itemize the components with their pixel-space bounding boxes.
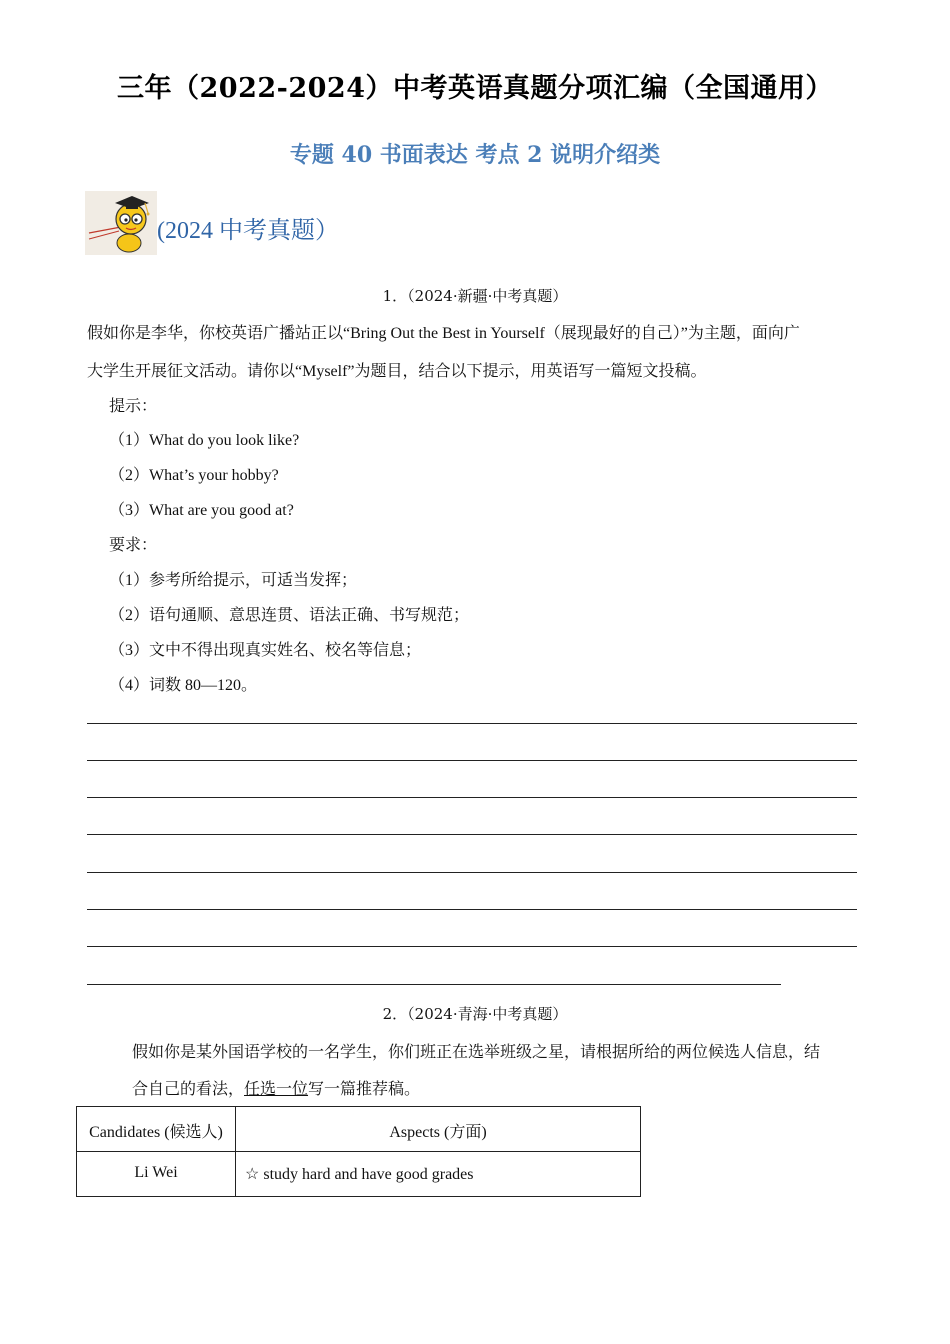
question-2-title: 2．（2024·青海·中考真题） (382, 1005, 568, 1023)
emphasis-text: 任选一位 (244, 1081, 309, 1098)
hint-item: （2）What’s your hobby? (109, 467, 279, 484)
question-1-title: 1．（2024·新疆·中考真题） (382, 287, 568, 305)
requirement-item: （1）参考所给提示，可适当发挥； (109, 572, 358, 589)
topic-subtitle: 专题 40 书面表达 考点 2 说明介绍类 (289, 142, 661, 168)
table-row (77, 1152, 641, 1197)
requirement-item: （4）词数 80—120。 (109, 677, 258, 694)
answer-line[interactable] (87, 797, 857, 798)
question-1-intro-line-1: 假如你是李华，你校英语广播站正以“Bring Out the Best in Yourself（展现最好的自己）”为主题，面向广 (87, 325, 800, 342)
graduate-mascot-icon (85, 191, 157, 255)
requirements-label: 要求： (109, 537, 158, 554)
candidate-aspect: ☆ study hard and have good grades (236, 1152, 641, 1197)
question-2-intro-line-2 (132, 1076, 420, 1099)
answer-line[interactable] (87, 984, 781, 985)
hint-item: （3）What are you good at? (109, 502, 294, 519)
answer-line[interactable] (87, 872, 857, 873)
candidate-name: Li Wei (77, 1152, 236, 1197)
answer-line[interactable] (87, 723, 857, 724)
answer-line[interactable] (87, 909, 857, 910)
column-header: Aspects (方面) (236, 1107, 641, 1152)
section-label: (2024 中考真题） (157, 217, 339, 244)
answer-line[interactable] (87, 760, 857, 761)
page-title: 三年（2022-2024）中考英语真题分项汇编（全国通用） (117, 73, 833, 104)
candidates-table (76, 1106, 641, 1197)
requirement-item: （2）语句通顺、意思连贯、语法正确、书写规范； (109, 607, 470, 624)
requirement-item: （3）文中不得出现真实姓名、校名等信息； (109, 642, 422, 659)
question-1-intro-line-2: 大学生开展征文活动。请你以“Myself”为题目，结合以下提示，用英语写一篇短文投稿。 (87, 363, 707, 380)
table-header-row (77, 1107, 641, 1152)
intro-text: 合自己的看法， (132, 1081, 245, 1098)
hints-label: 提示： (109, 398, 158, 415)
hint-item: （1）What do you look like? (109, 432, 300, 449)
section-header (85, 191, 339, 255)
question-2-intro-line-1: 假如你是某外国语学校的一名学生，你们班正在选举班级之星，请根据所给的两位候选人信息，结 (132, 1044, 821, 1061)
intro-text: 写一篇推荐稿。 (308, 1081, 421, 1098)
column-header: Candidates (候选人) (77, 1107, 236, 1152)
answer-line[interactable] (87, 834, 857, 835)
answer-line[interactable] (87, 946, 857, 947)
